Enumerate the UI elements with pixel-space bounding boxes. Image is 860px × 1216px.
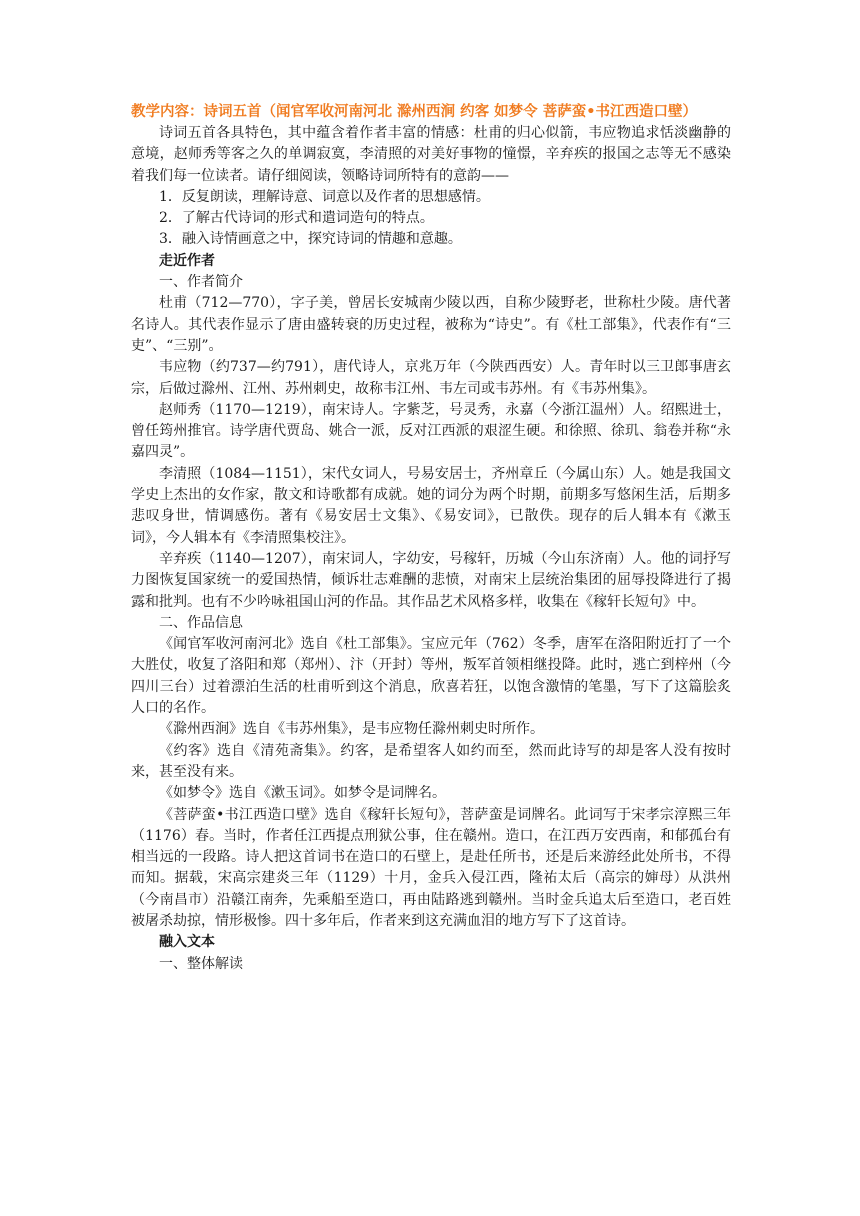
author-paragraph: 李清照（1084—1151），宋代女词人，号易安居士，齐州章丘（今属山东）人。她是我国文学史上杰出的女作家，散文和诗歌都有成就。她的词分为两个时期，前期多写悠闲生活，后期多悲叹身世，情调感伤。著有《易安居士文集》、《易安词》，已散佚。现存的后人辑本有《漱玉词》，今人辑本有《李清照集校注》。 [131,465,731,546]
author-paragraph: 赵师秀（1170—1219），南宋诗人。字紫芝，号灵秀，永嘉（今浙江温州）人。绍熙进士，曾任筠州推官。诗学唐代贾岛、姚合一派，反对江西派的艰涩生硬。和徐照、徐玑、翁卷并称“永嘉四灵”。 [131,401,731,461]
author-paragraph: 杜甫（712—770），字子美，曾居长安城南少陵以西，自称少陵野老，世称杜少陵。唐代著名诗人。其代表作显示了唐由盛转衰的历史过程，被称为“诗史”。有《杜工部集》，代表作有“三吏”、“三别”。 [131,295,731,354]
work-paragraph: 《滁州西涧》选自《韦苏州集》，是韦应物任滁州刺史时所作。 [159,721,544,738]
document-page [131,101,731,975]
goal-item: 3．融入诗情画意之中，探究诗词的情趣和意趣。 [159,231,462,248]
subheading-overall-reading: 一、整体解读 [159,955,243,972]
subheading-author-intro: 一、作者简介 [159,274,243,291]
goal-item: 1．反复朗读，理解诗意、词意以及作者的思想感情。 [159,188,490,205]
goal-item: 2．了解古代诗词的形式和遣词造句的特点。 [159,210,434,227]
work-paragraph: 《如梦令》选自《漱玉词》。如梦令是词牌名。 [159,785,446,802]
author-paragraph: 辛弃疾（1140—1207），南宋词人，字幼安，号稼轩，历城（今山东济南）人。他的词抒写力图恢复国家统一的爱国热情，倾诉壮志难酬的悲愤，对南宋上层统治集团的屈辱投降进行了揭露和批判。也有不少吟咏祖国山河的作品。其作品艺术风格多样，收集在《稼轩长短句》中。 [131,550,731,610]
section-heading-text: 融入文本 [159,934,215,951]
subheading-works-info: 二、作品信息 [159,614,243,631]
work-paragraph: 《闻官军收河南河北》选自《杜工部集》。宝应元年（762）冬季，唐军在洛阳附近打了一个大胜仗，收复了洛阳和郑（郑州）、汴（开封）等州，叛军首领相继投降。此时，逃亡到梓州（今四川三台）过着漂泊生活的杜甫听到这个消息，欣喜若狂，以饱含激情的笔墨，写下了这篇脍炙人口的名作。 [131,636,731,717]
document-title: 教学内容：诗词五首（闻官军收河南河北 滁州西涧 约客 如梦令 菩萨蛮•书江西造口壁） [131,104,697,120]
intro-paragraph: 诗词五首各具特色，其中蕴含着作者丰富的情感：杜甫的归心似箭，韦应物追求恬淡幽静的意境，赵师秀等客之久的单调寂寞，李清照的对美好事物的憧憬，辛弃疾的报国之志等无不感染着我们每一位读者。请仔细阅读，领略诗词所特有的意韵—— [131,125,731,184]
section-heading-author: 走近作者 [159,252,215,269]
author-paragraph: 韦应物（约737—约791），唐代诗人，京兆万年（今陕西西安）人。青年时以三卫郎事唐玄宗，后做过滁州、江州、苏州刺史，故称韦江州、韦左司或韦苏州。有《韦苏州集》。 [131,359,731,397]
work-paragraph: 《菩萨蛮•书江西造口壁》选自《稼轩长短句》，菩萨蛮是词牌名。此词写于宋孝宗淳熙三年（1176）春。当时，作者任江西提点刑狱公事，住在赣州。造口，在江西万安西南，和郁孤台有相当远的一段路。诗人把这首词书在造口的石壁上，是赴任所书，还是后来游经此处所书，不得而知。据载，宋高宗建炎三年（1129）十月，金兵入侵江西，隆祐太后（高宗的婶母）从洪州（今南昌市）沿赣江南奔，先乘船至造口，再由陆路逃到赣州。当时金兵追太后至造口，老百姓被屠杀劫掠，情形极惨。四十多年后，作者来到这充满血泪的地方写下了这首诗。 [131,806,731,929]
work-paragraph: 《约客》选自《清苑斋集》。约客，是希望客人如约而至，然而此诗写的却是客人没有按时来，甚至没有来。 [131,742,731,780]
